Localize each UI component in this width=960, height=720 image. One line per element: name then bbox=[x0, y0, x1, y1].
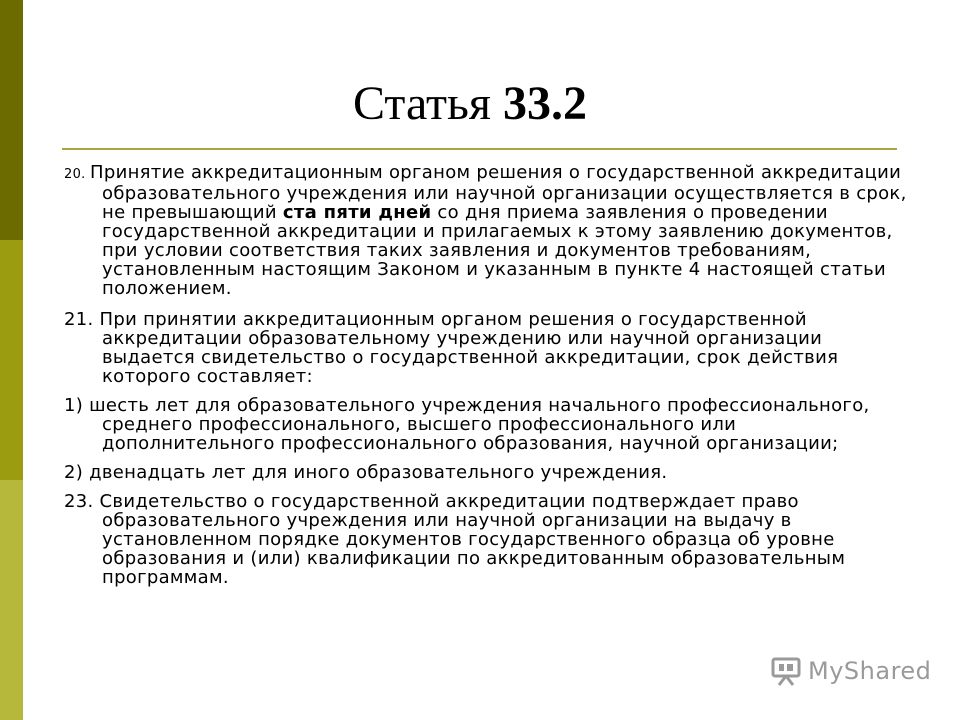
side-bar-top bbox=[0, 0, 23, 240]
watermark-text: MyShared bbox=[808, 657, 932, 685]
paragraph-text: Принятие аккредитационным органом решения о государственной аккредитации образовательного учреждения или научной организации осуществляется в срок, не превышающий bbox=[90, 162, 907, 223]
article-body bbox=[64, 163, 914, 597]
bold-deadline: ста пяти дней bbox=[282, 202, 432, 223]
paragraph-21: 21. При принятии аккредитационным органом решения о государственной аккредитации образовательному учреждению или научной организации выдается свидетельство о государственной аккредитации, срок действия которого составляет: bbox=[64, 309, 839, 387]
paragraph-23: 23. Свидетельство о государственной аккредитации подтверждает право образовательного учреждения или научной организации на выдачу в установленном порядке документов государственного образца об уровне образования и (или) квалификации по аккредитованным образовательным программам. bbox=[64, 491, 846, 588]
paragraph-number: 20. bbox=[64, 167, 91, 182]
slide-title-prefix: Статья bbox=[353, 77, 503, 130]
title-divider bbox=[62, 148, 897, 150]
presentation-board-icon bbox=[770, 656, 802, 686]
side-bar-middle bbox=[0, 240, 23, 480]
paragraph-21-item-2: 2) двенадцать лет для иного образовательного учреждения. bbox=[64, 462, 668, 483]
slide-title bbox=[40, 78, 900, 131]
paragraph-20 bbox=[64, 163, 914, 298]
paragraph-text: со дня приема заявления о проведении государственной аккредитации и прилагаемых к этому заявлению документов, при условии соответствия таких заявления и документов требованиям, установленным настоящим Законом и указанным в пункте 4 настоящей статьи положением. bbox=[102, 202, 893, 299]
side-bar-bottom bbox=[0, 480, 23, 720]
slide-title-number: 33.2 bbox=[502, 77, 587, 130]
watermark-logo bbox=[770, 656, 931, 686]
paragraph-21-item-1: 1) шесть лет для образовательного учреждения начального профессионального, среднего профессионального, высшего профессионального или дополнительного профессионального образования, научной организации; bbox=[64, 395, 870, 454]
